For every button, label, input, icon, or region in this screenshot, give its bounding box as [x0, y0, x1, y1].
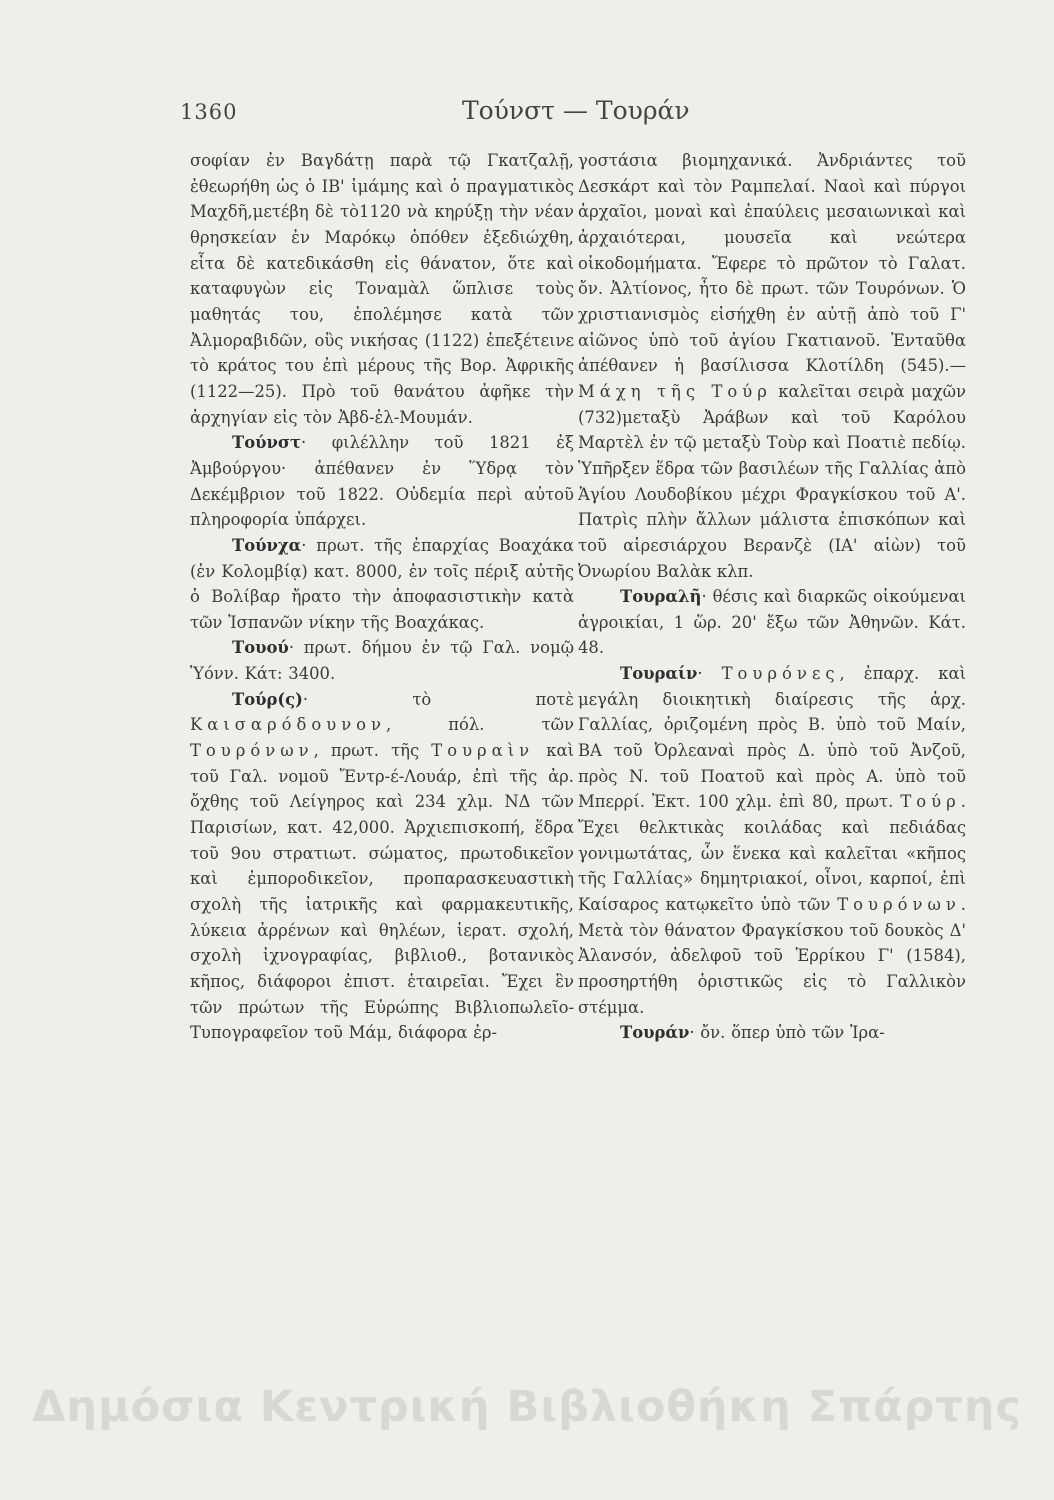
spaced-term: Τουρόνες — [721, 664, 840, 684]
right-column — [578, 148, 966, 1046]
spaced-term: Μάχη τῆς Τούρ — [578, 381, 772, 401]
entry-headword: Τουού — [232, 638, 289, 658]
entry-text: . Μετὰ τὸν θάνατον Φραγκίσκου τοῦ δουκὸς Δ' Ἀλανσόν, ἀδελφοῦ τοῦ Ἑρρίκου Γ' (1584), προσηρτήθη ὁριστικῶς εἰς τὸ Γαλλικὸν στέμμα. — [578, 895, 966, 1017]
entry-headword: Τουραλῆ — [620, 587, 702, 607]
entry-tourain — [578, 661, 966, 1020]
entry-text: καὶ τοῦ Γαλ. νομοῦ Ἔντρ-έ-Λουάρ, ἐπὶ τῆς ἀρ. ὄχθης τοῦ Λείγηρος καὶ 234 χλμ. ΝΔ τῶν Παρισίων, κατ. 42,000. Ἀρχιεπισκοπή, ἕδρα τοῦ 9ου στρατιωτ. σώματος, πρωτοδικεῖον καὶ ἐμποροδικεῖον, προπαρασκευαστικὴ σχολὴ τῆς ἰατρικῆς καὶ φαρμακευτικῆς, λύκεια ἀρρένων καὶ θηλέων, ἱερατ. σχολή, σχολὴ ἰχνογραφίας, βιβλιοθ., βοτανικὸς κῆπος, διάφοροι ἐπιστ. ἑταιρεῖαι. Ἔχει ἓν τῶν πρώτων τῆς Εὐρώπης Βιβλιοπωλεῖο-Τυπογραφεῖον τοῦ Μάμ, διάφορα ἐρ- — [190, 741, 575, 1043]
entry-text: · πρωτ. τῆς ἐπαρχίας Βοαχάκα (ἐν Κολομβίᾳ) κατ. 8000, ἐν τοῖς πέριξ αὐτῆς ὁ Βολίβαρ ἤρατο τὴν ἀποφασιστικὴν κατὰ τῶν Ἰσπανῶν νίκην τῆς Βοαχάκας. — [190, 535, 574, 632]
entry-text: , πόλ. τῶν — [386, 715, 574, 735]
spaced-term: Τούρ — [900, 792, 961, 812]
spaced-term: Τουρόνων — [190, 741, 314, 761]
entry-text: · τὸ ποτὲ — [302, 689, 574, 709]
entry-headword: Τουράν — [620, 1023, 690, 1043]
entry-text: , πρωτ. τῆς — [313, 741, 432, 761]
paragraph-continued: σοφίαν ἐν Βαγδάτῃ παρὰ τῷ Γκατζαλῇ, ἐθεωρήθη ὡς ὁ ΙΒ' ἰμάμης καὶ ὁ πραγματικὸς Μαχδῆ,μετέβη δὲ τὸ1120 νὰ κηρύξῃ τὴν νέαν θρησκείαν ἐν Μαρόκῳ ὁπόθεν ἐξεδιώχθη, εἶτα δὲ κατεδικάσθη εἰς θάνατον, ὅτε καὶ καταφυγὼν εἰς Τοναμὰλ ὥπλισε τοὺς μαθητάς του, ἐπολέμησε κατὰ τῶν Ἀλμοραβιδῶν, οὓς νικήσας (1122) ἐπεξέτεινε τὸ κράτος του ἐπὶ μέρους τῆς Βορ. Ἀφρικῆς (1122—25). Πρὸ τοῦ θανάτου ἀφῆκε τὴν ἀρχηγίαν εἰς τὸν Ἀβδ-ἐλ-Μουμάν. — [190, 151, 574, 427]
entry-text: · ὄν. ὅπερ ὑπὸ τῶν Ἰρα- — [689, 1023, 885, 1043]
library-watermark: Δημόσια Κεντρική Βιβλιοθήκη Σπάρτης — [32, 1382, 1022, 1432]
entry-text: · πρωτ. δήμου ἐν τῷ Γαλ. νομῷ Ὑόνν. Κάτ: 3400. — [190, 638, 574, 684]
entry-text: γοστάσια βιομηχανικά. Ἀνδριάντες τοῦ Δεσκάρτ καὶ τὸν Ραμπελαί. Ναοὶ καὶ πύργοι ἀρχαῖοι, μοναὶ καὶ ἐπαύλεις μεσαιωνικαὶ καὶ ἀρχαιότεραι, μουσεῖα καὶ νεώτερα οἰκοδομήματα. Ἔφερε τὸ πρῶτον τὸ Γαλατ. ὄν. Ἀλτίονος, ἦτο δὲ πρωτ. τῶν Τουρόνων. Ὁ χριστιανισμὸς εἰσήχθη ἐν αὐτῇ ἀπὸ τοῦ Γ' αἰῶνος ὑπὸ τοῦ ἁγίου Γκατιανοῦ. Ἐνταῦθα ἀπέθανεν ἡ βασίλισσα Κλοτίλδη (545).— — [578, 151, 966, 376]
spaced-term: Καισαρόδουνον — [190, 715, 386, 735]
entry-text: , ἐπαρχ. καὶ μεγάλη διοικητικὴ διαίρεσις τῆς ἀρχ. Γαλλίας, ὁριζομένη πρὸς Β. ὑπὸ τοῦ Μαίν, ΒΑ τοῦ Ὀρλεαναὶ πρὸς Δ. ὑπὸ τοῦ Ἀνζοῦ, πρὸς Ν. τοῦ Ποατοῦ καὶ πρὸς Α. ὑπὸ τοῦ Μπερρί. Ἐκτ. 100 χλμ. ἐπὶ 80, πρωτ. — [578, 664, 966, 812]
running-head: Τούνστ — Τουράν — [462, 96, 690, 125]
entry-touran — [578, 1020, 966, 1046]
entry-text: · φιλέλλην τοῦ 1821 ἐξ Ἀμβούργου· ἀπέθανεν ἐν Ὕδρᾳ τὸν Δεκέμβριον τοῦ 1822. Οὐδεμία περὶ αὐτοῦ πληροφορία ὑπάρχει. — [190, 433, 574, 530]
entry-headword: Τουραίν — [620, 664, 698, 684]
spaced-term: Τουρόνων — [837, 895, 961, 915]
entry-text: καλεῖται σειρὰ μαχῶν (732)μεταξὺ Ἀράβων καὶ τοῦ Καρόλου Μαρτὲλ ἐν τῷ μεταξὺ Τοὺρ καὶ Ποατιὲ πεδίῳ. Ὑπῆρξεν ἕδρα τῶν βασιλέων τῆς Γαλλίας ἀπὸ Ἁγίου Λουδοβίκου μέχρι Φραγκίσκου τοῦ Α'. Πατρὶς πλὴν ἄλλων μάλιστα ἐπισκόπων καὶ τοῦ αἱρεσιάρχου Βερανζὲ (ΙΑ' αἰὼν) τοῦ Ὀνωρίου Βαλὰκ κλπ. — [578, 381, 966, 581]
left-column — [190, 148, 574, 1046]
entry-tounst — [190, 430, 574, 533]
entry-text: · — [697, 664, 722, 684]
entry-headword: Τούρ(ς) — [232, 689, 303, 709]
entry-touou — [190, 635, 574, 686]
entry-tounxa — [190, 533, 574, 636]
entry-touralh — [578, 584, 966, 661]
entry-text: · θέσις καὶ διαρκῶς οἰκούμεναι ἀγροικίαι, 1 ὥρ. 20' ἔξω τῶν Ἀθηνῶν. Κάτ. 48. — [578, 587, 966, 658]
entry-text: . Ἔχει θελκτικὰς κοιλάδας καὶ πεδιάδας γονιμωτάτας, ὧν ἕνεκα καὶ καλεῖται «κῆπος τῆς Γαλλίας» δημητριακοί, οἶνοι, καρποί, ἐπὶ Καίσαρος κατῳκεῖτο ὑπὸ τῶν — [578, 792, 966, 915]
spaced-term: Τουραὶν — [431, 741, 535, 761]
entry-headword: Τούνστ — [232, 433, 301, 453]
entry-headword: Τούνχα — [232, 535, 302, 555]
page-number: 1360 — [180, 100, 238, 124]
paragraph-continued — [578, 148, 966, 584]
entry-tour — [190, 687, 574, 1046]
